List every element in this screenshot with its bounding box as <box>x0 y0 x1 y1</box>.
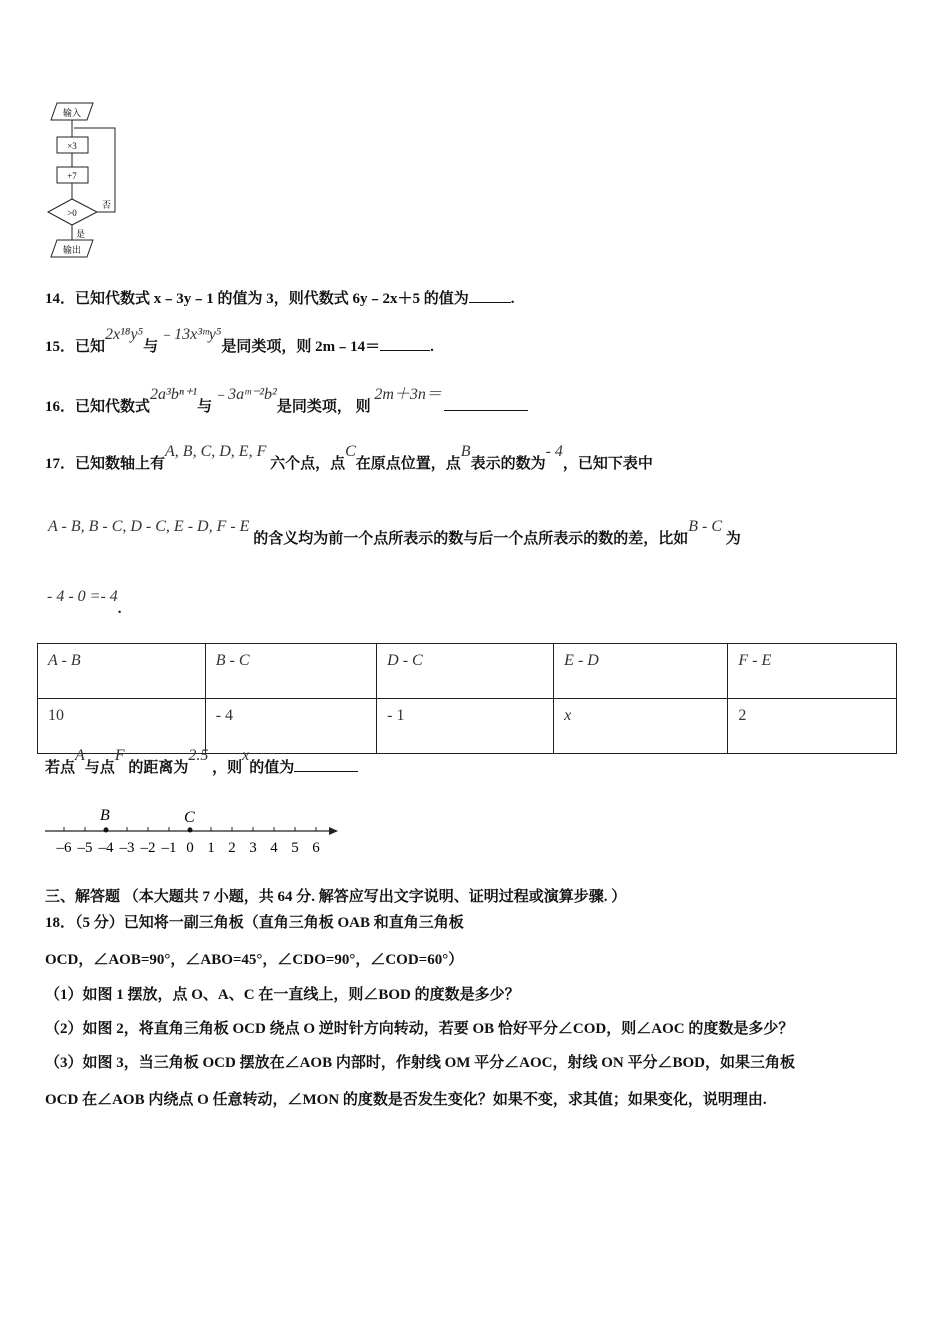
flowchart-no-label: 否 <box>102 200 112 210</box>
table-cell: 10 <box>38 699 206 754</box>
q15-math-1: 2x¹⁸y⁵ <box>105 326 144 343</box>
table-row <box>38 699 897 754</box>
tick-label: 6 <box>312 840 320 856</box>
flowchart-condition-label: >0 <box>67 208 77 218</box>
flowchart-add-label: +7 <box>67 171 77 181</box>
q17-example: B - C <box>688 518 722 535</box>
arrow-icon <box>329 827 338 835</box>
q17-dot: . <box>117 601 122 617</box>
flowchart <box>40 95 140 265</box>
q17-q-point-f: F <box>114 747 125 764</box>
q16-pre: 16．已知代数式 <box>45 399 151 415</box>
q17-text-2: 在原点位置，点 <box>355 456 461 472</box>
q17-points: A, B, C, D, E, F <box>165 443 267 460</box>
number-line <box>40 800 350 860</box>
q17-q-text-4: 的值为 <box>249 760 295 776</box>
q18-line-1: 18．（5 分）已知将一副三角板（直角三角板 OAB 和直角三角板 <box>45 915 464 931</box>
point-b-marker <box>104 828 109 833</box>
table-cell: 2 <box>728 699 897 754</box>
q18-part-3: （3）如图 3，当三角板 OCD 摆放在∠AOB 内部时，作射线 OM 平分∠AOC，射线 ON 平分∠BOD，如果三角板 <box>45 1055 796 1071</box>
q17-text-5: 的含义均为前一个点所表示的数与后一个点所表示的数的差，比如 <box>253 531 689 547</box>
q18-part-3-cont: OCD 在∠AOB 内绕点 O 任意转动，∠MON 的度数是否发生变化？如果不变，求其值；如果变化，说明理由. <box>45 1092 767 1108</box>
q18-part-2: （2）如图 2，将直角三角板 OCD 绕点 O 逆时针方向转动，若要 OB 恰好平分∠COD，则∠AOC 的度数是多少？ <box>45 1021 794 1037</box>
q16-mid: 与 <box>197 399 213 415</box>
q16-math-1: 2a³bⁿ⁺¹ <box>150 386 198 403</box>
tick-label: 0 <box>186 840 194 856</box>
table-header: F - E <box>728 644 897 699</box>
point-b-label: B <box>100 807 110 824</box>
question-16 <box>45 386 528 416</box>
q17-q-point-a: A <box>75 747 85 764</box>
table-header: A - B <box>38 644 206 699</box>
q16-math-2: ﹣3aᵐ⁻²b² <box>212 386 277 403</box>
table-cell: - 1 <box>377 699 554 754</box>
tick-label: –1 <box>161 840 177 856</box>
q17-text-1: 六个点，点 <box>270 456 346 472</box>
q18-line-2: OCD，∠AOB=90°，∠ABO=45°，∠CDO=90°，∠COD=60°） <box>45 952 464 968</box>
question-17-line-2 <box>48 518 741 548</box>
question-14 <box>45 287 515 308</box>
tick-label: 5 <box>291 840 299 856</box>
q17-point-b: B <box>460 443 471 460</box>
table-cell: - 4 <box>205 699 376 754</box>
q17-text-6: 为 <box>725 531 741 547</box>
answer-blank <box>380 336 430 351</box>
flowchart-yes-label: 是 <box>76 229 86 239</box>
question-15 <box>45 326 434 356</box>
q14-end: . <box>510 291 515 307</box>
q17-q-distance: 2.5 <box>188 747 209 764</box>
tick-label: –3 <box>119 840 135 856</box>
q17-q-pre: 若点 <box>45 760 76 776</box>
q17-q-x: x <box>242 747 250 764</box>
point-c-label: C <box>184 809 195 826</box>
point-c-marker <box>188 828 193 833</box>
q15-math-2: ﹣13x³ᵐy⁵ <box>158 326 222 343</box>
q14-text: 14．已知代数式 x﹣3y﹣1 的值为 3，则代数式 6y﹣2x＋5 的值为 <box>45 291 469 307</box>
tick-label: –2 <box>140 840 156 856</box>
q17-differences: A - B, B - C, D - C, E - D, F - E <box>48 518 250 535</box>
question-17-line-1 <box>45 443 653 473</box>
q17-point-c: C <box>345 443 356 460</box>
table-header: E - D <box>554 644 728 699</box>
difference-table <box>37 643 897 754</box>
question-17-question <box>45 747 358 777</box>
q16-post: 是同类项， 则 <box>276 399 371 415</box>
q16-math-3: 2m＋3n＝ <box>374 386 442 403</box>
answer-blank <box>444 396 528 411</box>
answer-blank <box>294 757 358 772</box>
tick-label: –4 <box>98 840 114 856</box>
q15-end: . <box>430 339 434 355</box>
q15-pre: 15．已知 <box>45 339 106 355</box>
q17-example-calc: - 4 - 0 =- 4 <box>47 588 118 605</box>
q17-q-text-1: 与点 <box>84 760 115 776</box>
tick-label: 2 <box>228 840 236 856</box>
q17-text-4: ，已知下表中 <box>562 456 653 472</box>
q15-mid: 与 <box>143 339 159 355</box>
table-cell: x <box>554 699 728 754</box>
answer-blank <box>469 288 511 303</box>
table-header-row <box>38 644 897 699</box>
q17-q-text-3: ，则 <box>212 760 243 776</box>
table-header: D - C <box>377 644 554 699</box>
table-header: B - C <box>205 644 376 699</box>
tick-label: 3 <box>249 840 257 856</box>
tick-label: –6 <box>56 840 72 856</box>
section-3-title: 三、解答题 （本大题共 7 小题，共 64 分. 解答应写出文字说明、证明过程或演算步骤. ） <box>45 889 627 905</box>
q17-value: - 4 <box>545 443 563 460</box>
tick-label: 1 <box>207 840 215 856</box>
tick-label: 4 <box>270 840 278 856</box>
tick-label: –5 <box>77 840 93 856</box>
flowchart-input-label: 输入 <box>62 108 82 118</box>
question-17-line-3 <box>47 588 122 617</box>
q18-part-1: （1）如图 1 摆放，点 O、A、C 在一直线上，则∠BOD 的度数是多少？ <box>45 987 520 1003</box>
flowchart-multiply-label: ×3 <box>67 141 77 151</box>
q17-text-3: 表示的数为 <box>470 456 546 472</box>
q15-post: 是同类项，则 2m﹣14＝ <box>221 339 381 355</box>
q17-q-text-2: 的距离为 <box>128 760 189 776</box>
flowchart-output-label: 输出 <box>62 245 82 255</box>
q17-pre: 17．已知数轴上有 <box>45 456 166 472</box>
